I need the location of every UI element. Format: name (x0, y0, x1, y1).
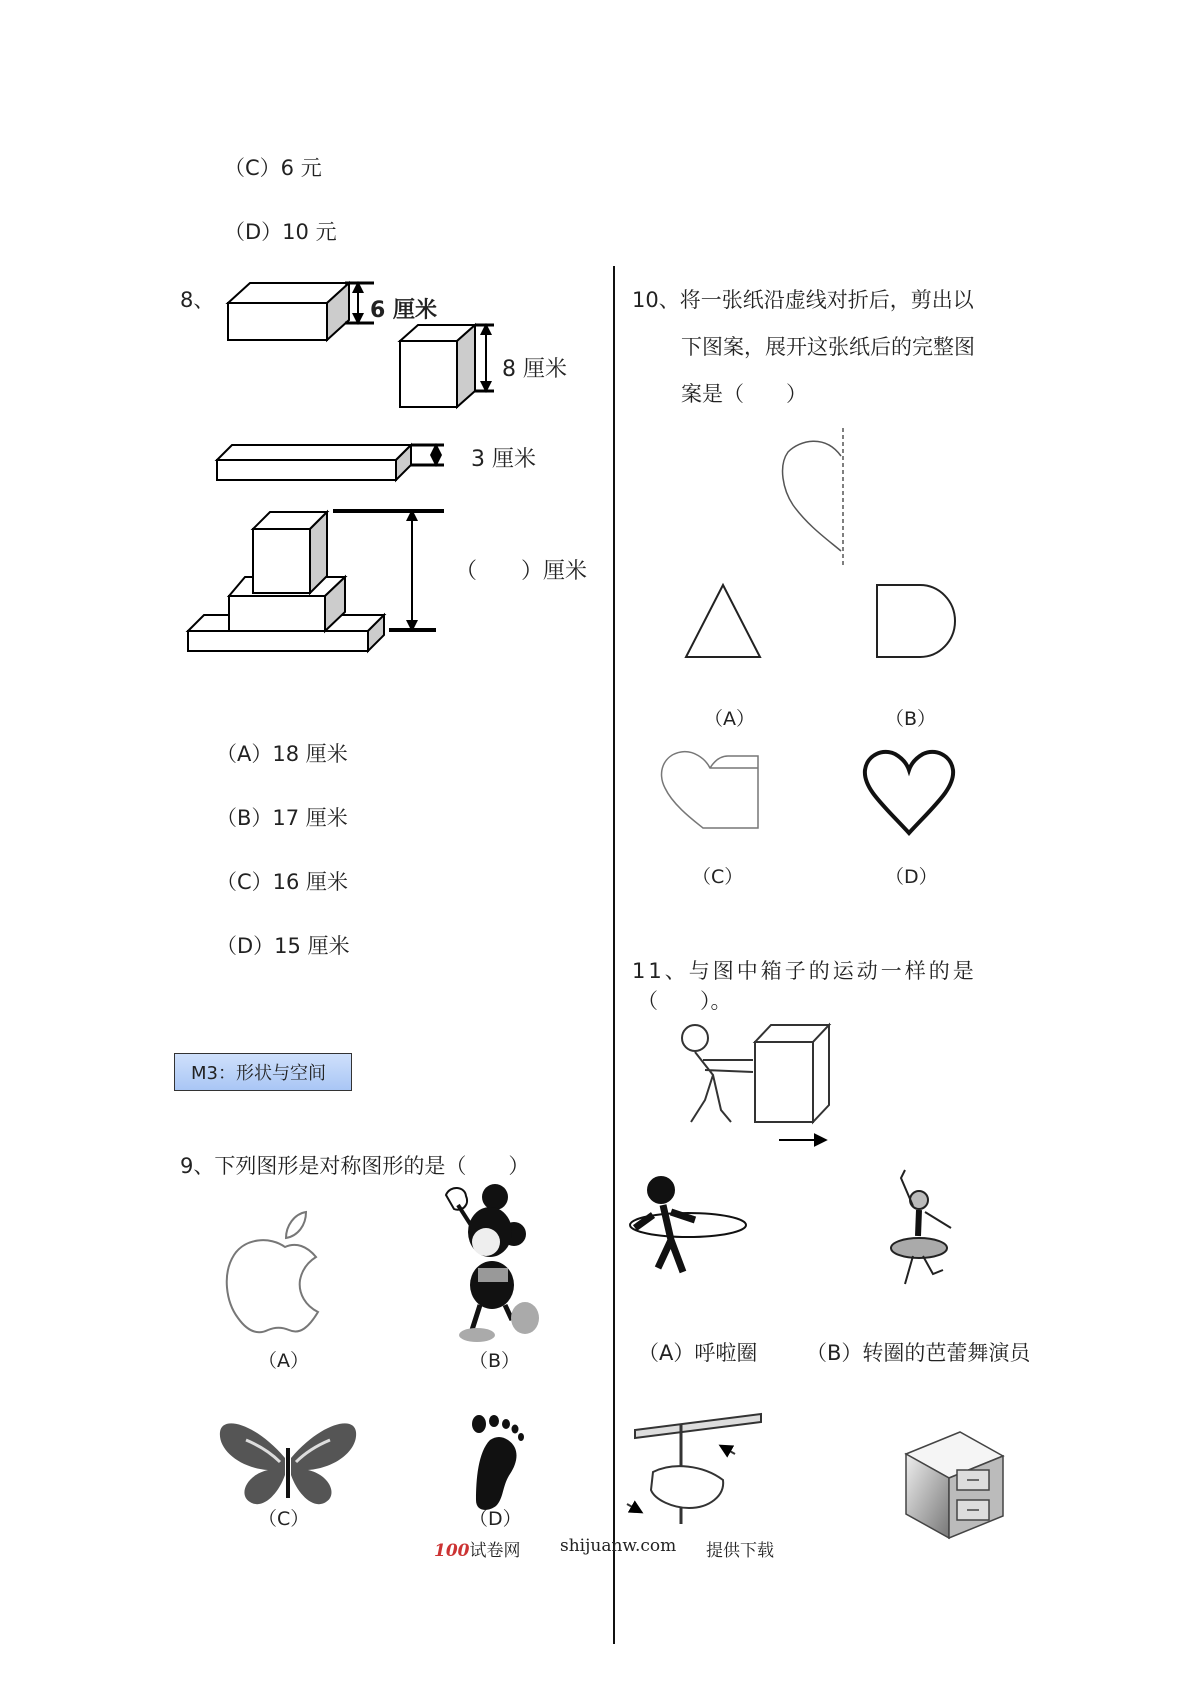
section-heading: M3：形状与空间 (174, 1053, 352, 1091)
q11-option-a: （A）呼啦圈 (638, 1341, 758, 1365)
q8-answer-blank: （ ）厘米 (455, 559, 588, 584)
q11-figures (613, 0, 1073, 1540)
apple-logo-icon (227, 1212, 318, 1332)
q11-option-b: （B）转圈的芭蕾舞演员 (806, 1341, 1031, 1365)
butterfly-icon (220, 1423, 356, 1504)
q8-option-a: （A）18 厘米 (216, 742, 348, 766)
q7-option-c: （C）6 元 (224, 156, 322, 180)
q8-option-b: （B）17 厘米 (216, 806, 348, 830)
label-6cm: 6 厘米 (370, 298, 437, 323)
footer-logo-number: 100 (434, 1541, 470, 1561)
footer-logo (434, 1536, 521, 1561)
footprint-icon (472, 1415, 524, 1510)
ballerina-icon (891, 1170, 951, 1284)
q10-label-c: （C） (692, 866, 744, 888)
footer-url: shijuanw.com (560, 1536, 677, 1556)
q8-number: 8、 (180, 288, 215, 312)
q7-option-d: （D）10 元 (224, 220, 337, 244)
label-8cm: 8 厘米 (502, 357, 567, 382)
filing-cabinet-icon (906, 1432, 1003, 1538)
bamboo-copter-icon (627, 1414, 761, 1524)
q8-option-d: （D）15 厘米 (216, 934, 350, 958)
q10-line2: 下图案，展开这张纸后的完整图 (681, 335, 975, 359)
q11-line1: 11、与图中箱子的运动一样的是 (632, 959, 977, 983)
label-3cm: 3 厘米 (471, 447, 536, 472)
footer-site-name: 试卷网 (469, 1541, 521, 1561)
hula-hoop-icon (630, 1177, 746, 1272)
q10-line1: 10、将一张纸沿虚线对折后，剪出以 (632, 288, 974, 312)
q9-label-a: （A） (258, 1350, 309, 1372)
q9-figures (0, 0, 613, 1520)
q8-option-c: （C）16 厘米 (216, 870, 349, 894)
q10-label-a: （A） (704, 708, 755, 730)
mickey-mouse-icon (446, 1184, 539, 1342)
q9-label-c: （C） (258, 1508, 310, 1530)
footer-note: 提供下载 (706, 1541, 774, 1561)
q10-label-b: （B） (885, 708, 937, 730)
q9-label-b: （B） (469, 1350, 521, 1372)
q9-question: 9、下列图形是对称图形的是（ ） (180, 1154, 530, 1178)
q10-label-d: （D） (885, 866, 938, 888)
q10-line3: 案是（ ） (681, 382, 807, 406)
q9-label-d: （D） (469, 1508, 522, 1530)
q11-line2: （ ）。 (637, 989, 732, 1013)
pushing-box-icon (682, 1025, 829, 1140)
